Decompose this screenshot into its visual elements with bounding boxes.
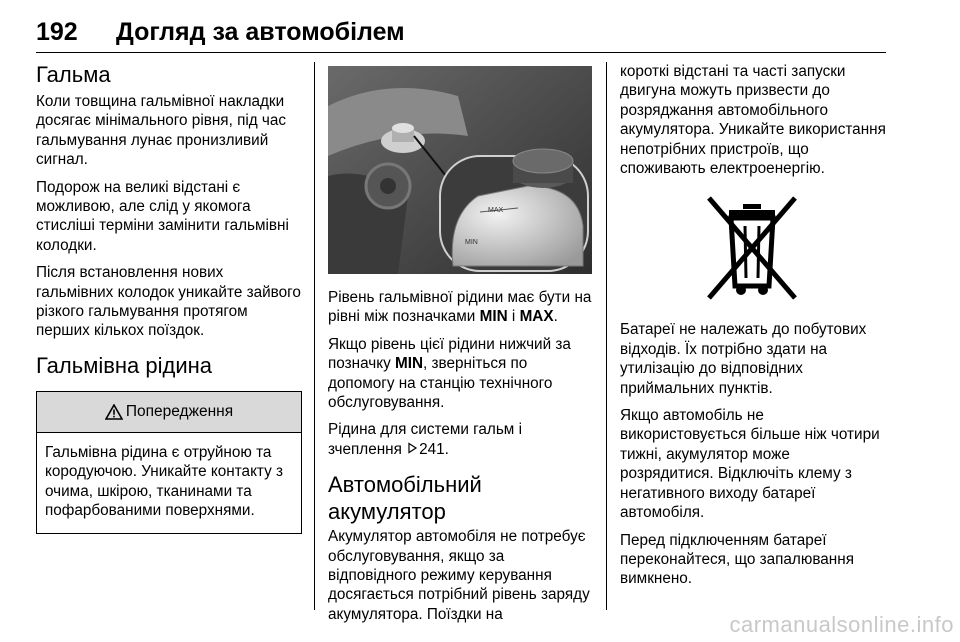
brakes-paragraph-3: Після встановлення нових гальмівних колодок уникайте зайвого різкого гальмування протягом перших кількох поїздок. — [36, 264, 301, 340]
column-divider-2 — [606, 62, 607, 610]
min-mark-2: MIN — [394, 355, 424, 373]
brakes-paragraph-2: Подорож на великі відстані є можливою, але слід у якомога стисліші терміни замінити гальмівні колодки. — [36, 178, 289, 254]
page-ref-arrow-icon — [406, 440, 419, 459]
warning-header — [37, 392, 301, 433]
heading-brake-fluid: Гальмівна рідина — [36, 352, 213, 378]
column-3 — [620, 62, 886, 597]
max-mark: MAX — [519, 308, 554, 326]
min-mark-label: MIN — [465, 239, 478, 246]
column-2 — [328, 62, 594, 632]
battery-paragraph-2: короткі відстані та часті запуски двигуна можуть призвести до розряджання автомобільного акумулятора. Уникайте використання непотрібних пристроїв, що споживають електроенергію. — [620, 63, 886, 178]
warning-triangle-icon — [105, 404, 123, 420]
max-mark-label: MAX — [488, 207, 504, 214]
chapter-title: Догляд за автомобілем — [116, 18, 405, 46]
header-rule — [36, 52, 886, 53]
battery-paragraph-1: Акумулятор автомобіля не потребує обслуговування, якщо за відповідного режиму керування досягається потрібний рівень заряду акумулятора. Поїздки на — [328, 528, 590, 623]
brake-fluid-reservoir-image — [328, 66, 592, 274]
heading-brakes: Гальма — [36, 62, 111, 87]
engine-bay-illustration — [328, 66, 592, 274]
battery-connect-paragraph: Перед підключенням батареї переконайтеся, що запалювання вимкнено. — [620, 531, 854, 588]
warning-box — [36, 391, 302, 534]
weee-bin-icon — [620, 194, 884, 302]
fluid-reference-paragraph: Рідина для системи гальм і зчеплення 241. — [328, 421, 522, 458]
column-1 — [36, 62, 302, 534]
heading-battery: Автомобільний акумулятор — [328, 472, 482, 525]
watermark: carmanualsonline.info — [729, 612, 954, 637]
page-ref-link[interactable]: 241 — [419, 440, 445, 458]
battery-storage-paragraph: Якщо автомобіль не використовується більше ніж чотири тижні, акумулятор може розрядитися. Відключіть клему з негативного виходу батареї автомобіля. — [620, 407, 880, 522]
column-divider-1 — [314, 62, 315, 610]
min-mark: MIN — [479, 308, 508, 326]
warning-title: Попередження — [125, 402, 234, 420]
warning-text: Гальмівна рідина є отруйною та кородуючою. Уникайте контакту з очима, шкірою, тканинами та пофарбованими поверхнями. — [45, 443, 284, 520]
brakes-paragraph-1: Коли товщина гальмівної накладки досягає мінімального рівня, під час гальмування лунає пронизливий сигнал. — [36, 93, 287, 169]
page-header — [36, 18, 886, 52]
fluid-level-paragraph: Рівень гальмівної рідини має бути на рівні між позначками MIN і MAX. — [328, 289, 592, 326]
low-level-paragraph: Якщо рівень цієї рідини нижчий за позначку MIN, зверніться по допомогу на станцію технічного обслуговування. — [328, 335, 571, 412]
battery-disposal-paragraph: Батареї не належать до побутових відходів. Їх потрібно здати на утилізацію до відповідних приймальних пунктів. — [620, 321, 867, 397]
page-number: 192 — [36, 18, 78, 46]
